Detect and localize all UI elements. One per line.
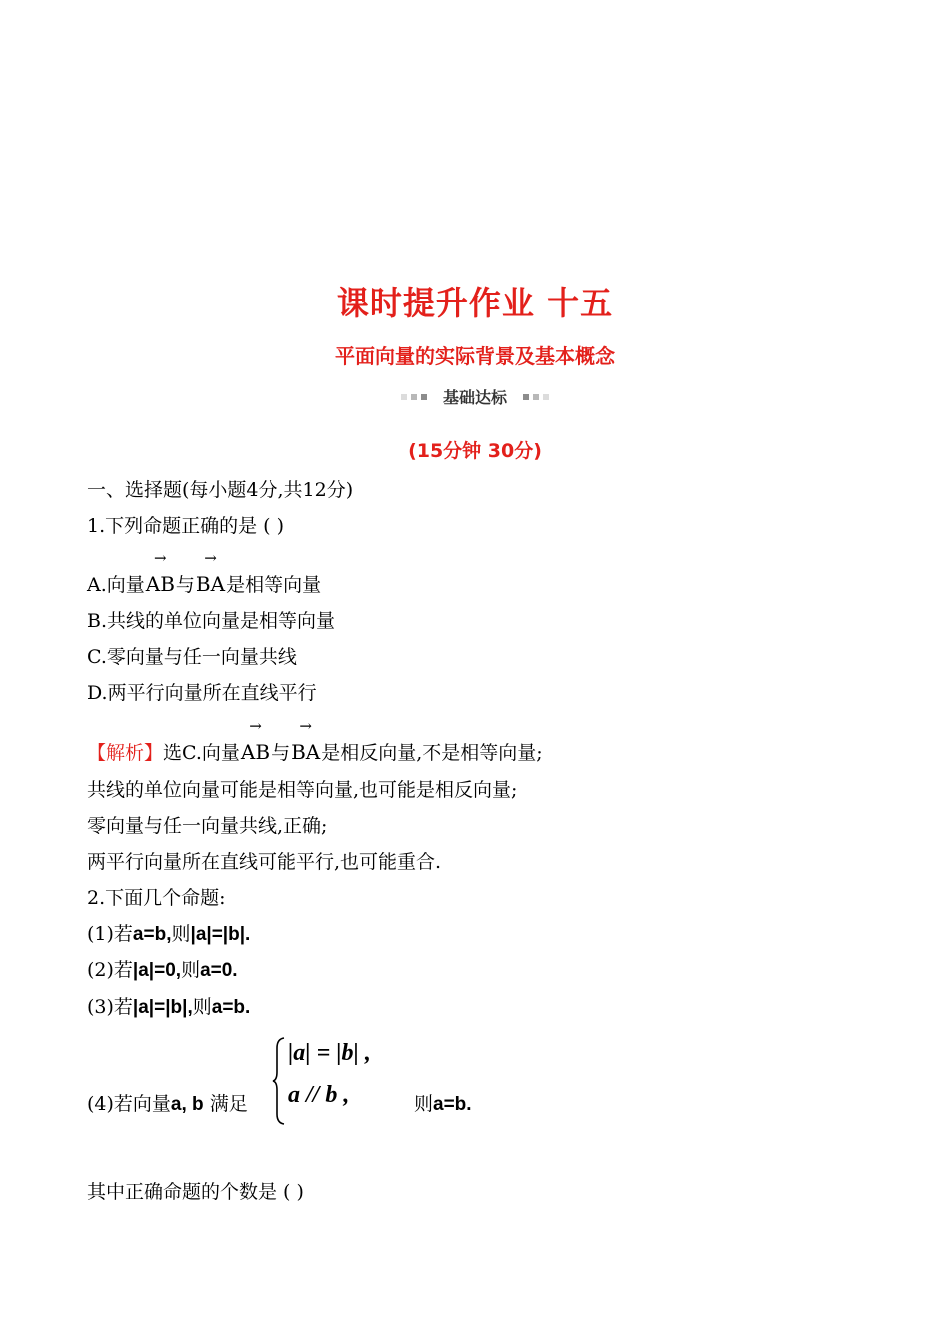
system-line-1: |a| = |b| ,: [288, 1040, 371, 1066]
system-line-2: a // b ,: [288, 1082, 350, 1108]
proposition-4: (4)若向量a, b 满足: [87, 1093, 248, 1115]
vector-arrow-icon: →: [299, 717, 312, 735]
question-2-final: 其中正确命题的个数是 ( ): [87, 1181, 304, 1203]
section-heading: 一、选择题(每小题4分,共12分): [87, 479, 354, 501]
banner-label: 基础达标: [442, 388, 507, 407]
page-subtitle: 平面向量的实际背景及基本概念: [335, 344, 615, 368]
answer-1-line-1: 【解析】选C.向量 → AB与 → BA是相反向量,不是相等向量;: [87, 740, 543, 765]
page-title: 课时提升作业 十五: [336, 284, 614, 322]
option-a-prefix: A.向量: [87, 574, 145, 596]
question-2-stem: 2.下面几个命题:: [87, 887, 226, 909]
answer-1-line-3: 零向量与任一向量共线,正确;: [87, 815, 328, 837]
proposition-1: (1)若a=b,则|a|=|b|.: [87, 923, 251, 945]
left-brace-icon: [272, 1036, 286, 1126]
question-1-option-b: B.共线的单位向量是相等向量: [87, 610, 336, 632]
section-banner: [0, 385, 950, 408]
vector-arrow-icon: →: [154, 549, 167, 567]
vector-ba: → BA: [290, 740, 321, 764]
proposition-3: (3)若|a|=|b|,则a=b.: [87, 996, 251, 1018]
time-limit: (15分钟 30分): [408, 440, 542, 462]
vector-ab: → AB: [240, 740, 271, 764]
vector-ba: → BA: [195, 572, 226, 596]
answer-1-line-4: 两平行向量所在直线可能平行,也可能重合.: [87, 851, 442, 873]
question-1-option-c: C.零向量与任一向量共线: [87, 646, 297, 668]
vector-arrow-icon: →: [204, 549, 217, 567]
proposition-2: (2)若|a|=0,则a=0.: [87, 959, 238, 981]
question-1-option-a: A.向量 → AB与 → BA是相等向量: [87, 572, 321, 597]
answer-1-line-2: 共线的单位向量可能是相等向量,也可能是相反向量;: [87, 779, 518, 801]
vector-arrow-icon: →: [249, 717, 262, 735]
question-1-stem: 1.下列命题正确的是 ( ): [87, 515, 285, 537]
question-1-option-d: D.两平行向量所在直线平行: [87, 682, 317, 704]
proposition-4-conclusion: 则a=b.: [414, 1093, 472, 1115]
vector-ab: → AB: [145, 572, 176, 596]
analysis-tag: 【解析】: [87, 742, 164, 764]
equation-system: [272, 1036, 432, 1126]
